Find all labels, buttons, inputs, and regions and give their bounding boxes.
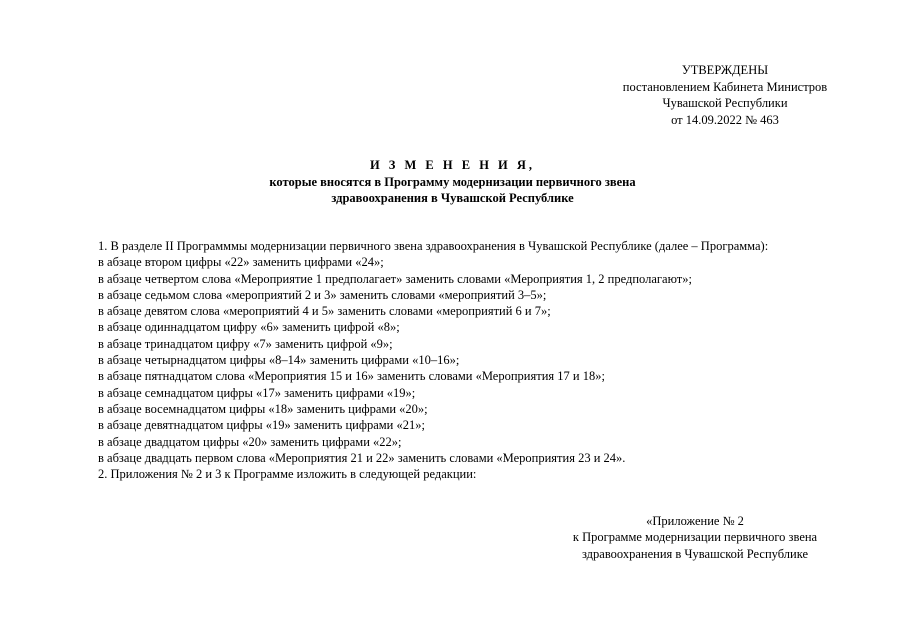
list-item: в абзаце четвертом слова «Мероприятие 1 предполагает» заменить словами «Мероприятия 1, 2 предполагают»; (98, 271, 692, 286)
list-item: в абзаце пятнадцатом слова «Мероприятия 15 и 16» заменить словами «Мероприятия 17 и 18»; (98, 369, 605, 384)
paragraph-2: 2. Приложения № 2 и 3 к Программе изложить в следующей редакции: (98, 467, 477, 482)
document-body (81, 238, 851, 482)
approval-title: УТВЕРЖДЕНЫ (681, 63, 769, 77)
document-title (0, 157, 905, 207)
list-item: в абзаце четырнадцатом цифры «8–14» заменить цифрами «10–16»; (98, 353, 460, 368)
title-line-2: которые вносятся в Программу модернизации первичного звена (269, 174, 636, 189)
approval-line-2: постановлением Кабинета Министров (622, 79, 828, 94)
list-item: в абзаце двадцатом цифры «20» заменить цифрами «22»; (98, 434, 402, 449)
approval-line-3: Чувашской Республики (662, 96, 788, 110)
list-item: в абзаце тринадцатом цифру «7» заменить цифрой «9»; (98, 336, 393, 351)
appendix-title: «Приложение № 2 (646, 514, 744, 528)
title-heading: И З М Е Н Е Н И Я, (369, 158, 536, 172)
appendix-line-2: к Программе модернизации первичного звена (572, 530, 818, 545)
list-item: в абзаце девятнадцатом цифры «19» заменить цифрами «21»; (98, 418, 425, 433)
list-item: в абзаце восемнадцатом цифры «18» заменить цифрами «20»; (98, 401, 428, 416)
title-line-3: здравоохранения в Чувашской Республике (331, 191, 574, 205)
list-item: в абзаце седьмом слова «мероприятий 2 и 3» заменить словами «мероприятий 3–5»; (98, 287, 547, 302)
approval-block (560, 62, 890, 128)
paragraph-1: 1. В разделе II Программмы модернизации первичного звена здравоохранения в Чувашской Республике (далее – Программа): (98, 239, 769, 253)
list-item: в абзаце двадцать первом слова «Мероприятия 21 и 22» заменить словами «Мероприятия 23 и 24». (98, 450, 626, 465)
list-item: в абзаце девятом слова «мероприятий 4 и 5» заменить словами «мероприятий 6 и 7»; (98, 304, 551, 319)
list-item: в абзаце семнадцатом цифры «17» заменить цифрами «19»; (98, 385, 416, 400)
appendix-block (545, 513, 845, 562)
list-item: в абзаце одиннадцатом цифру «6» заменить цифрой «8»; (98, 320, 400, 335)
list-item: в абзаце втором цифры «22» заменить цифрами «24»; (98, 255, 384, 270)
appendix-line-3: здравоохранения в Чувашской Республике (581, 546, 809, 561)
approval-date-number: от 14.09.2022 № 463 (671, 112, 779, 127)
